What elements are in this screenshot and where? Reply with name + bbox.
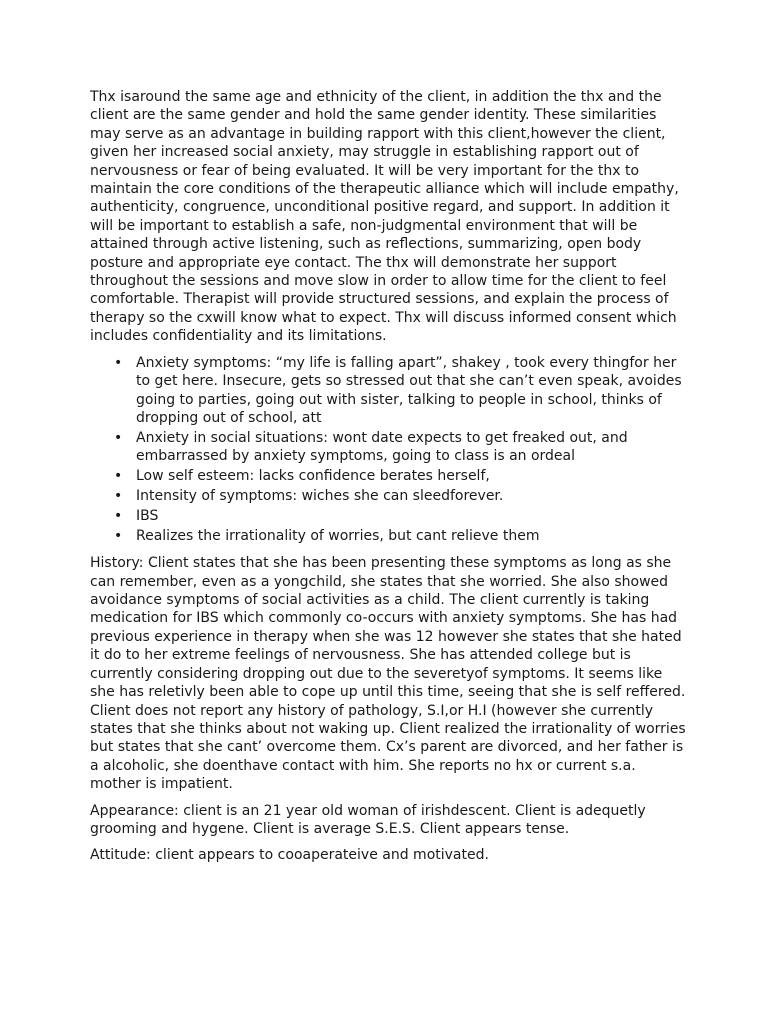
list-item [90,354,690,428]
list-item [90,527,690,545]
bullet-icon: • [114,429,123,446]
bullet-icon: • [114,507,123,524]
bullet-icon: • [114,354,123,371]
document-page [90,88,690,873]
symptom-text: IBS [136,507,159,524]
symptom-list [90,354,690,546]
symptom-text: Low self esteem: lacks confidence berates herself, [136,468,490,485]
bullet-icon: • [114,488,123,505]
list-item [90,487,690,505]
attitude-paragraph: Attitude: client appears to cooaperateive and motivated. [90,847,489,864]
list-item [90,507,690,525]
intro-paragraph: Thx isaround the same age and ethnicity of the client, in addition the thx and the client are the same gender and hold the same gender identity. These similarities may serve as an advantage in building rapport with this client,however the client, given her increased social anxiety, may struggle in establishing rapport out of nervousness or fear of being evaluated. It will be very important for the thx to maintain the core conditions of the therapeutic alliance which will include empathy, authenticity, congruence, unconditional positive regard, and support. In addition it will be important to establish a safe, non-judgmental environment that will be attained through active listening, such as reflections, summarizing, open body posture and appropriate eye contact. The thx will demonstrate her support throughout the sessions and move slow in order to allow time for the client to feel comfortable. Therapist will provide structured sessions, and explain the process of therapy so the cxwill know what to expect. Thx will discuss informed consent which includes confidentiality and its limitations. [90,89,679,345]
history-paragraph: History: Client states that she has been presenting these symptoms as long as she can remember, even as a yongchild, she states that she worried. She also showed avoidance symptoms of social activities as a child. The client currently is taking medication for IBS which commonly co-occurs with anxiety symptoms. She has had previous experience in therapy when she was 12 however she states that she hated it do to her extreme feelings of nervousness. She has attended college but is currently considering dropping out due to the severetyof symptoms. It seems like she has reletivly been able to cope up until this time, seeing that she is self reffered. Client does not report any history of pathology, S.I,or H.I (however she currently states that she thinks about not waking up. Client realized the irrationality of worries but states that she cant’ overcome them. Cx’s parent are divorced, and her father is a alcoholic, she doenthave contact with him. She reports no hx or current s.a. mother is impatient. [90,555,686,793]
appearance-paragraph: Appearance: client is an 21 year old woman of irishdescent. Client is adequetly grooming and hygene. Client is average S.E.S. Client appears tense. [90,802,646,837]
symptom-text: Realizes the irrationality of worries, but cant relieve them [136,527,540,544]
bullet-icon: • [114,527,123,544]
bullet-icon: • [114,468,123,485]
symptom-text: Intensity of symptoms: wiches she can sleedforever. [136,488,504,505]
list-item [90,429,690,466]
list-item [90,467,690,485]
symptom-text: Anxiety in social situations: wont date expects to get freaked out, and embarrassed by anxiety symptoms, going to class is an ordeal [136,429,628,465]
symptom-text: Anxiety symptoms: “my life is falling apart”, shakey , took every thingfor her to get here. Insecure, gets so stressed out that she can’t even speak, avoides going to parties, going out with sister, talking to people in school, thinks of dropping out of school, att [136,354,682,426]
